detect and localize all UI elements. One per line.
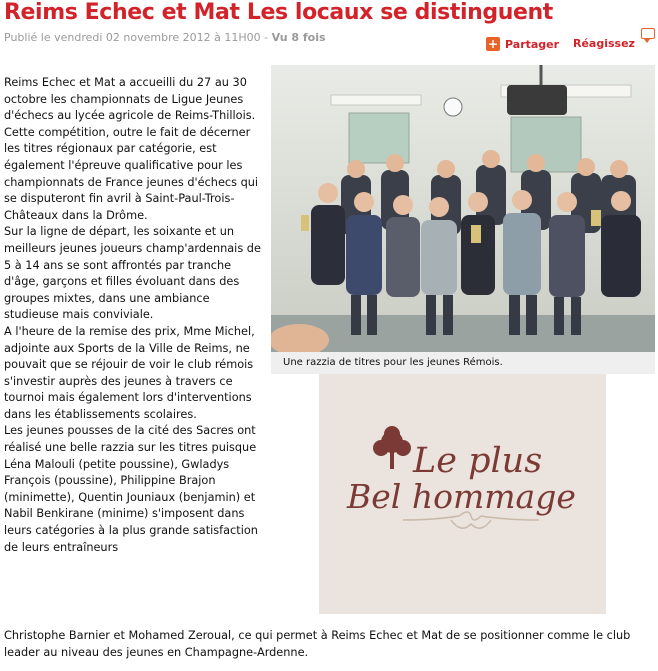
article-meta [4,31,326,44]
react-button[interactable] [573,37,635,50]
react-label: Réagissez [573,37,635,50]
article-body [4,75,266,556]
paragraph: Reims Echec et Mat a accueilli du 27 au 30 octobre les championnats de Ligue Jeunes d'échecs au lycée agricole de Reims-Thillois. [4,76,256,123]
group-photo-illustration [271,65,655,352]
view-count: Vu 8 fois [271,31,326,44]
ad-line-1: Le plus [413,441,543,481]
photo-caption: Une razzia de titres pour les jeunes Rémois. [271,352,655,374]
article-photo[interactable] [271,65,655,352]
ad-line-2: Bel hommage [347,477,576,516]
paragraph: Les jeunes pousses de la cité des Sacres ont réalisé une belle razzia sur les titres puisque Léna Malouli (petite poussine), Gwladys François (poussine), Philippine Brajon (minimette), Quentin Jouniaux (benjamin) et Nabil Benkirane (minime) s'imposent dans leurs catégories à la plus grande satisfaction de leurs entraîneurs [4,424,258,554]
ad-artwork [319,374,606,614]
comment-bubble-icon[interactable] [641,28,655,39]
publish-date: Publié le vendredi 02 novembre 2012 à 11H00 [4,31,261,44]
share-label: Partager [505,37,560,51]
paragraph: Cette compétition, outre le fait de décerner les titres régionaux par catégorie, est également l'épreuve qualificative pour les championnats de France jeunes d'échecs qui se disputeront fin avril à Saint-Paul-Trois-Châteaux dans la Drôme. [4,125,259,222]
article-title: Reims Echec et Mat Les locaux se distinguent [4,0,553,25]
article-body-continued [4,628,654,661]
share-button[interactable] [486,37,559,51]
paragraph: A l'heure de la remise des prix, Mme Michel, adjointe aux Sports de la Ville de Reims, ne pouvait que se réjouir de voir le club rémois s'investir auprès des jeunes à travers ce tournoi mais également lors d'interventions dans les établissements scolaires. [4,324,255,421]
meta-separator: - [260,31,272,44]
advertisement-banner[interactable] [319,374,606,614]
paragraph: Christophe Barnier et Mohamed Zeroual, ce qui permet à Reims Echec et Mat de se positionner comme le club leader au niveau des jeunes en Champagne-Ardenne. [4,629,631,659]
tree-icon [373,426,411,469]
plus-icon: + [487,37,499,51]
paragraph: Sur la ligne de départ, les soixante et un meilleurs jeunes joueurs champ'ardennais de 5 à 14 ans se sont affrontés par tranche d'âge, garçons et filles évoluant dans des groupes mixtes, dans une ambiance studieuse mais conviviale. [4,225,261,322]
